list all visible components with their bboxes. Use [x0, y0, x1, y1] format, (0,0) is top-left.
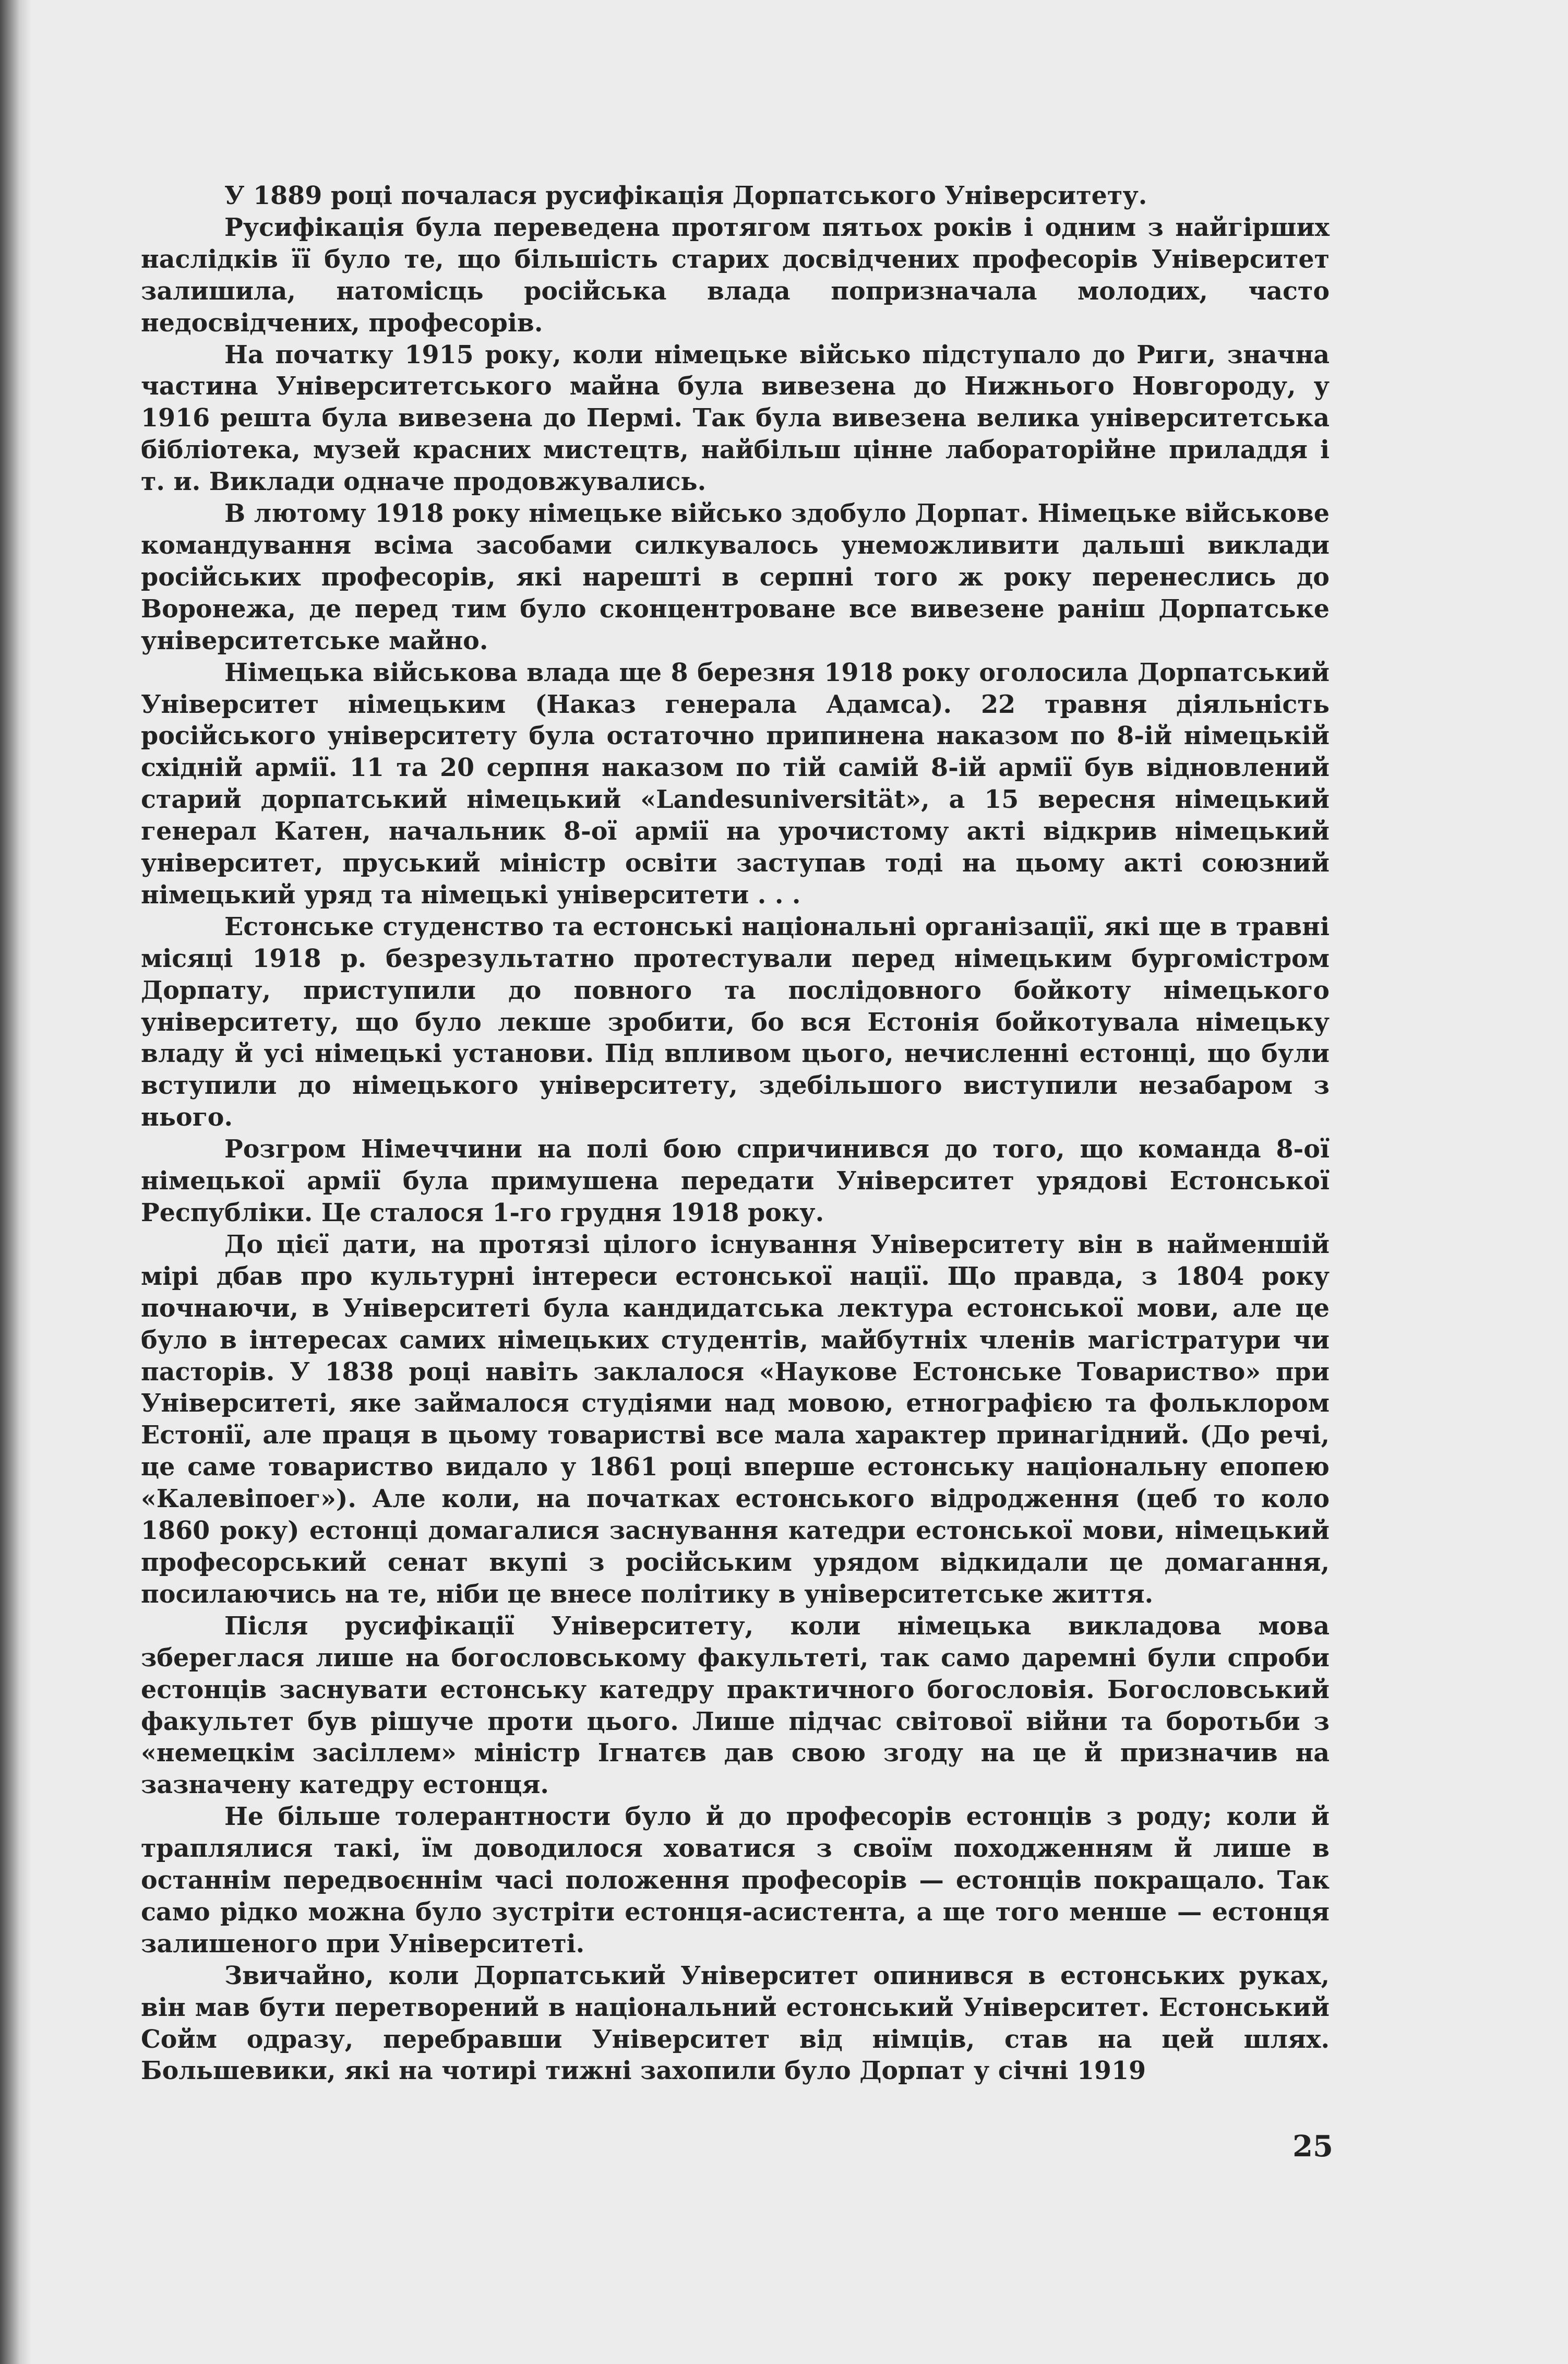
- body-text: [141, 180, 1330, 2087]
- paragraph-3: На початку 1915 року, коли німецьке військо підступало до Риги, значна частина Університетського майна була вивезена до Нижнього Новгороду, у 1916 решта була вивезена до Пермі. Так була вивезена велика університетська бібліотека, музей красних мистецтв, найбільш цінне лабораторійне приладдя і т. и. Виклади одначе продовжувались.: [141, 340, 1330, 497]
- paragraph-8: До цієї дати, на протязі цілого існування Університету він в найменшій мірі дбав про культурні інтереси естонської нації. Що правда, з 1804 року почнаючи, в Університеті була кандидатська лектура естонської мови, але це було в інтересах самих німецьких студентів, майбутніх членів магістратури чи пасторів. У 1838 році навіть заклалося «Наукове Естонське Товариство» при Університеті, яке займалося студіями над мовою, етнографією та фольклором Естонії, але праця в цьому товаристві все мала характер принагідний. (До речі, це саме товариство видало у 1861 році вперше естонську національну епопею «Калевіпоег»). Але коли, на початках естонського відродження (цеб то коло 1860 року) естонці домагалися заснування катедри естонської мови, німецький професорський сенат вкупі з російським урядом відкидали це домагання, посилаючись на те, ніби це внесе політику в університетське життя.: [141, 1229, 1330, 1609]
- paragraph-5: Німецька військова влада ще 8 березня 1918 року оголосила Дорпатський Університет німецьким (Наказ генерала Адамса). 22 травня діяльність російського університету була остаточно припинена наказом по 8-ій німецькій східній армії. 11 та 20 серпня наказом по тій самій 8-ій армії був відновлений старий дорпатський німецький «Landesuniversität», а 15 вересня німецький генерал Катен, начальник 8-ої армії на урочистому акті відкрив німецький університет, пруський міністр освіти заступав тоді на цьому акті союзний німецький уряд та німецькі університети . . .: [141, 658, 1330, 910]
- book-page: [37, 0, 1568, 2364]
- paragraph-11: Звичайно, коли Дорпатський Університет опинився в естонських руках, він мав бути перетворений в національний естонський Університет. Естонський Сойм одразу, перебравши Університет від німців, став на цей шлях. Большевики, які на чотирі тижні захопили було Дорпат у січні 1919: [141, 1961, 1330, 2086]
- paragraph-6: Естонське студенство та естонські національні організації, які ще в травні місяці 1918 р. безрезультатно протестували перед німецьким бургомістром Дорпату, приступили до повного та послідовного бойкоту німецького університету, що було лекше зробити, бо вся Естонія бойкотувала німецьку владу й усі німецькі установи. Під впливом цього, нечисленні естонці, що були вступили до німецького університету, здебільшого виступили незабаром з нього.: [141, 912, 1330, 1132]
- paragraph-4: В лютому 1918 року німецьке військо здобуло Дорпат. Німецьке військове командування всіма засобами силкувалось унеможливити дальші виклади російських професорів, які нарешті в серпні того ж року перенеслись до Воронежа, де перед тим було сконцентроване все вивезене раніш Дорпатське університетське майно.: [141, 499, 1330, 655]
- paragraph-1: У 1889 році почалася русифікація Дорпатського Університету.: [224, 181, 1147, 210]
- scan-edge-shadow: [0, 0, 37, 2364]
- paragraph-2: Русифікація була переведена протягом пятьох років і одним з найгірших наслідків її було те, що більшість старих досвідчених професорів Університет залишила, натомісць російська влада попризначала молодих, часто недосвідчених, професорів.: [141, 212, 1330, 338]
- paragraph-7: Розгром Німеччини на полі бою спричинився до того, що команда 8-ої німецької армії була примушена передати Університет урядові Естонської Республіки. Це сталося 1-го грудня 1918 року.: [141, 1135, 1330, 1227]
- paragraph-9: Після русифікації Університету, коли німецька викладова мова збереглася лише на богословському факультеті, так само даремні були спроби естонців заснувати естонську катедру практичного богословія. Богословський факультет був рішуче проти цього. Лише підчас світової війни та боротьби з «немецкім засіллем» міністр Ігнатєв дав свою згоду на це й призначив на зазначену катедру естонця.: [141, 1611, 1330, 1800]
- page-number: 25: [1292, 2129, 1333, 2164]
- paragraph-10: Не більше толерантности було й до професорів естонців з роду; коли й траплялися такі, їм доводилося ховатися з своїм походженням й лише в останнім передвоєннім часі положення професорів — естонців покращало. Так само рідко можна було зустріти естонця-асистента, а ще того менше — естонця залишеного при Університеті.: [141, 1802, 1330, 1959]
